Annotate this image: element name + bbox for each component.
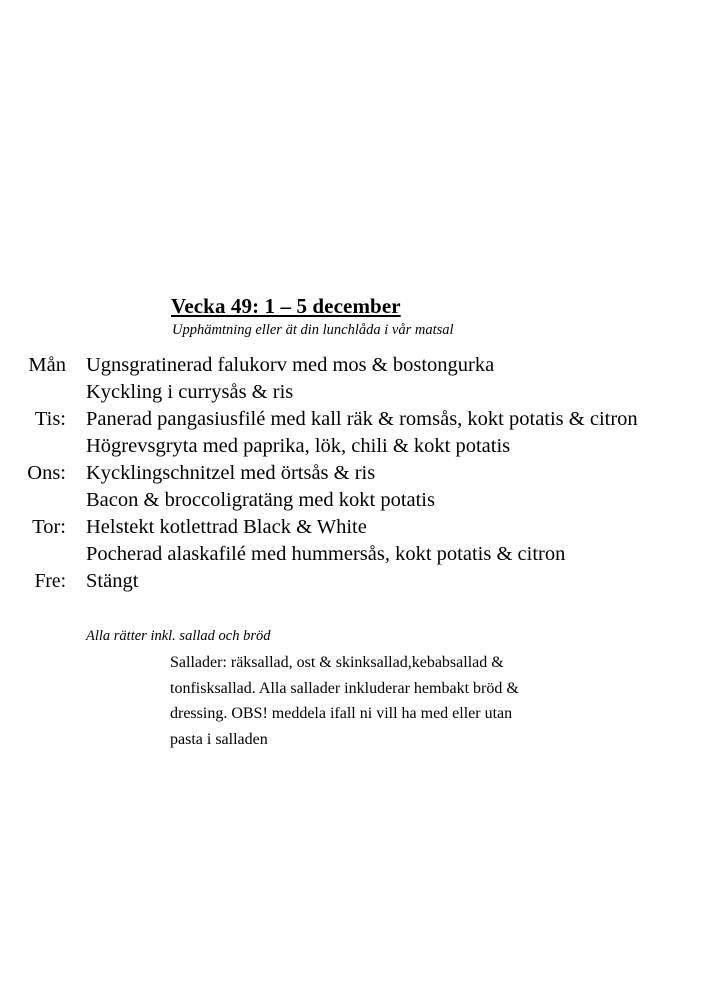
dish-group-tue: [66, 406, 707, 460]
salad-line: tonfisksallad. Alla sallader inkluderar hembakt bröd &: [170, 679, 519, 697]
dish-item: Högrevsgryta med paprika, lök, chili & kokt potatis: [86, 435, 511, 457]
page-subtitle: Upphämtning eller ät din lunchlåda i vår matsal: [172, 322, 454, 338]
day-label-thu: Tor:: [32, 516, 66, 538]
footer-note: Alla rätter inkl. sallad och bröd: [86, 628, 271, 644]
salad-line: dressing. OBS! meddela ifall ni vill ha med eller utan: [170, 705, 513, 722]
dish-item: Bacon & broccoligratäng med kokt potatis: [86, 489, 435, 511]
menu-row: [0, 460, 707, 514]
menu-row: [0, 568, 707, 595]
salad-line: pasta i salladen: [170, 730, 268, 748]
heading-block: [0, 294, 707, 341]
day-label-mon: Mån: [28, 354, 66, 376]
day-label-tue: Tis:: [34, 408, 66, 430]
dish-group-wed: [66, 460, 707, 514]
day-label-wed: Ons:: [27, 462, 66, 484]
menu-row: [0, 352, 707, 406]
page-title-text: Vecka 49: 1 – 5 december: [171, 294, 401, 318]
weekly-menu-list: [0, 352, 707, 595]
dish-item: Kycklingschnitzel med örtsås & ris: [86, 462, 376, 484]
menu-row: [0, 406, 707, 460]
dish-item: Pocherad alaskafilé med hummersås, kokt potatis & citron: [86, 543, 566, 565]
salad-line: Sallader: räksallad, ost & skinksallad,kebabsallad &: [170, 654, 504, 671]
day-label-fri: Fre:: [34, 571, 66, 592]
dish-group-fri: [66, 568, 707, 595]
dish-group-mon: [66, 352, 707, 406]
dish-item: Kyckling i currysås & ris: [86, 381, 294, 403]
page-title: [0, 294, 707, 319]
dish-item: Panerad pangasiusfilé med kall räk & romsås, kokt potatis & citron: [86, 408, 638, 430]
dish-item: Ugnsgratinerad falukorv med mos & bostongurka: [86, 354, 495, 376]
dish-item: Helstekt kotlettrad Black & White: [86, 516, 367, 538]
dish-item: Stängt: [86, 570, 139, 592]
dish-group-thu: [66, 514, 707, 568]
menu-row: [0, 514, 707, 568]
salad-info-block: [170, 650, 600, 752]
